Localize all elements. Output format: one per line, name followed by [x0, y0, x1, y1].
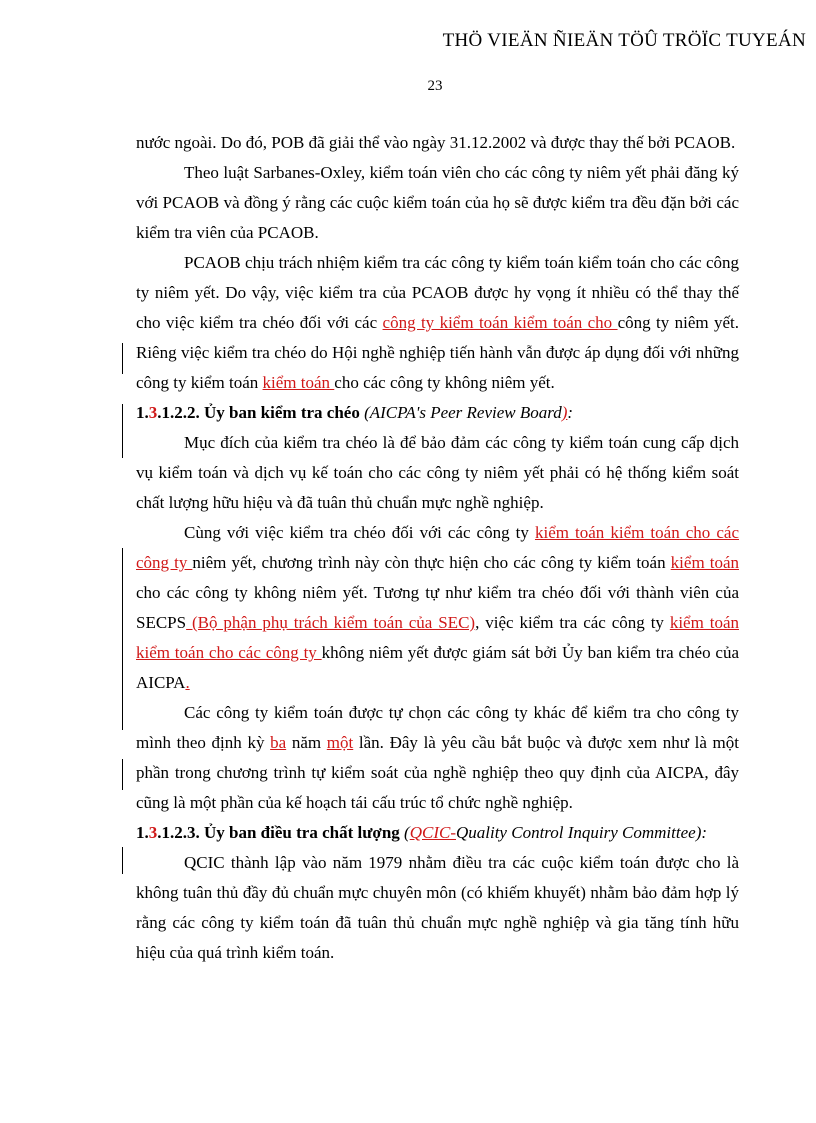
paragraph: Các công ty kiểm toán được tự chọn các công ty khác để kiểm tra cho công ty mình theo định kỳ ba năm một lần. Đây là yêu cầu bắt buộc và được xem như là một phần trong chương trình tự kiểm soát của nghề nghiệp theo quy định của AICPA, đây cũng là một phần của kế hoạch tái cấu trúc tổ chức nghề nghiệp.: [136, 703, 739, 812]
inserted-text: .: [185, 673, 190, 692]
paragraph: Cùng với việc kiểm tra chéo đối với các công ty kiểm toán kiểm toán cho các công ty niêm yết, chương trình này còn thực hiện cho các công ty kiểm toán kiểm toán cho các công ty không niêm yết. Tương tự như kiểm tra chéo đối với thành viên của SECPS (Bộ phận phụ trách kiểm toán của SEC), việc kiểm tra các công ty kiểm toán kiểm toán cho các công ty không niêm yết được giám sát bởi Ủy ban kiểm tra chéo của AICPA.: [136, 523, 740, 692]
inserted-text: một: [326, 733, 354, 752]
inserted-text: ba: [270, 733, 287, 752]
document-body: [136, 128, 739, 968]
change-bar: [122, 404, 123, 431]
inserted-text: công ty kiểm toán kiểm toán cho: [382, 313, 618, 332]
paragraph: Mục đích của kiểm tra chéo là để bảo đảm các công ty kiểm toán cung cấp dịch vụ kiểm toán và dịch vụ kế toán cho các công ty niêm yết phải có hệ thống kiểm soát chất lượng hữu hiệu và đã tuân thủ chuẩn mực nghề nghiệp.: [136, 433, 739, 512]
paragraph: Theo luật Sarbanes-Oxley, kiểm toán viên cho các công ty niêm yết phải đăng ký với PCAOB và đồng ý rằng các cuộc kiểm toán của họ sẽ được kiểm tra đều đặn bởi các kiểm tra viên của PCAOB.: [136, 163, 739, 242]
inserted-text: (Bộ phận phụ trách kiểm toán của SEC): [186, 613, 476, 632]
section-heading: 1.3.1.2.2. Ủy ban kiểm tra chéo (AICPA's Peer Review Board):: [136, 403, 574, 422]
inserted-text: ): [561, 403, 568, 422]
inserted-text: kiểm toán: [670, 553, 739, 572]
change-bar: [122, 431, 123, 458]
inserted-text: kiểm toán: [262, 373, 335, 392]
change-bar: [122, 759, 123, 790]
change-bar: [122, 847, 123, 874]
page-number: 23: [427, 78, 443, 94]
page-header: THÖ VIEÄN ÑIEÄN TÖÛ TRÖÏC TUYEÁN: [442, 30, 806, 51]
paragraph: QCIC thành lập vào năm 1979 nhằm điều tra các cuộc kiểm toán được cho là không tuân thủ đầy đủ chuẩn mực chuyên môn (có khiếm khuyết) nhằm bảo đảm hợp lý rằng các công ty kiểm toán đã tuân thủ chuẩn mực nghề nghiệp và gia tăng tính hữu hiệu của quá trình kiểm toán.: [136, 853, 739, 962]
section-heading: 1.3.1.2.3. Ủy ban điều tra chất lượng (QCIC-Quality Control Inquiry Committee):: [136, 823, 708, 842]
paragraph: PCAOB chịu trách nhiệm kiểm tra các công ty kiểm toán kiểm toán cho các công ty niêm yết. Do vậy, việc kiểm tra của PCAOB được hy vọng ít nhiều có thể thay thế cho việc kiểm tra chéo đối với các công ty kiểm toán kiểm toán cho công ty niêm yết. Riêng việc kiểm tra chéo do Hội nghề nghiệp tiến hành vẫn được áp dụng đối với những công ty kiểm toán kiểm toán cho các công ty không niêm yết.: [136, 253, 739, 392]
inserted-text: kiểm toán kiểm toán cho các công ty: [136, 523, 740, 572]
change-bar: [122, 548, 123, 730]
inserted-text: QCIC-: [409, 823, 456, 842]
change-bar: [122, 343, 123, 374]
paragraph: nước ngoài. Do đó, POB đã giải thể vào ngày 31.12.2002 và được thay thế bởi PCAOB.: [136, 133, 736, 152]
inserted-text: kiểm toán kiểm toán cho các công ty: [136, 613, 739, 662]
